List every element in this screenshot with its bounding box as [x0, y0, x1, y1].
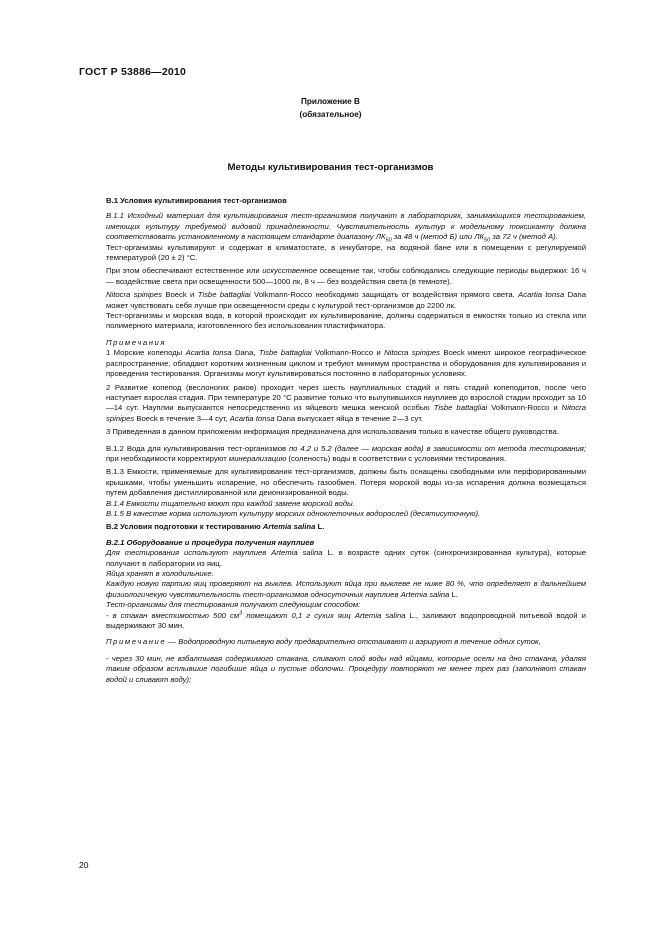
step-30-min: - через 30 мин, не взбалтывая содержимого стакана, сливают слой воды над яйцами, которые осели на дно стакана, удаляя таким образом всплывшие погибшие яйца и пустые оболочки. Процедуру повторяют не менее трех раз (заполняют стакан водой и сливают воду);	[106, 653, 586, 684]
para-nitocra: Nitocra spinipes Boeck и Tisbe battagliai Volkmann-Rocco необходимо защищать от воздействия прямого света. Acartia tonsa Dana может чувствовать себя лучше при освещенности среды с культурой тест-организмов до 2200 лк.	[106, 290, 586, 310]
page-number: 20	[79, 860, 89, 870]
para-nauplii: Для тестирования используют науплиев Artemia salina L. в возрасте одних суток (синхронизированная культура), которые получают в лаборатории из яиц.	[106, 548, 586, 568]
clause-b111: В.1.1 Исходный материал для культивирования тест-организмов получают в лабораториях, занимающихся тестированием, имеющих культуру требуемой видовой принадлежности. Чувствительность культур к модельному токсиканту должна соответствовать установленному в настоящем стандарте диапазону $ЛК_{50}$ за 48 ч (метод Б) или $ЛК_{50}$ за 72 ч (метод А).	[106, 211, 586, 244]
clause-b112: В.1.2 Вода для культивирования тест-организмов по 4.2 и 5.2 (далее — морская вода) в зависимости от метода тестирования; при необходимости корректируют минерализацию (соленость) воды в соответствии с условиями тестирования.	[106, 443, 586, 463]
clause-b114: В.1.4 Емкости тщательно моют при каждой замене морской воды.	[106, 498, 355, 508]
para-eggs-storage: Яйца хранят в холодильнике.	[106, 569, 214, 578]
para-batch-check: Каждую новую партию яиц проверяют на выклев. Используют яйца при выклеве не ниже 80 %, что определяет в дальнейшем физиологичекую чувствительность тест-организмов односуточных науплиев Artemia salina L.	[106, 579, 586, 599]
note-3: 3 Приведенная в данном приложении информация предназначена для использования только в качестве общего руководства.	[106, 427, 559, 437]
appendix-title: Методы культивирования тест-организмов	[227, 162, 434, 173]
appendix-label: Приложение В	[301, 97, 360, 106]
notes-heading: Примечания	[106, 337, 167, 347]
step-glass-500: - в стакан вместимостью 500 $см^3$ помещают 0,1 г сухих яиц Artemia salina L., заливают водопроводной питьевой водой и выдерживают 30 мин.	[106, 610, 586, 631]
clause-b115: В.1.5 В качестве корма используют культуру морских одноклеточных водорослей (десятисуточную).	[106, 508, 481, 518]
para-containers: Тест-организмы и морская вода, в которой происходит их культивирование, должны содержаться в емкостях только из стекла или полимерного материала, изготовленного без использования пластификатора.	[106, 311, 586, 331]
para-obtain-method: Тест-организмы для тестирования получают следующим способом:	[106, 600, 361, 610]
note-2: 2 Развитие копепод (веслоногих раков) проходит через шесть науплиальных стадий и пять стадий копеподитов, после чего наступает взрослая стадия. При температуре 20 °С развитие только что вылупившихся науплиев до взрослой стадии проходит за 10—14 сут. Науплии выпускаются непосредственно из яйцевого мешка женской особью Tisbe battagliai Volkmann-Rocco и Nitocra spinipes Boeck в течение 3—4 сут, Acartia tonsa Dana выпускает яйца в течение 2—3 сут.	[106, 382, 586, 423]
note-water: Примечание — Водопроводную питьевую воду предварительно отстаивают и аэрируют в течение одних суток,	[106, 637, 541, 647]
para-lighting: При этом обеспечивают естественное или искусственное освещение так, чтобы соблюдались следующие периоды выдержки: 16 ч — воздействие света при освещенности 500—1000 лк, 8 ч — без воздействия света (в темноте).	[106, 266, 586, 286]
para-climate: Тест-организмы культивируют и содержат в климатостате, в инкубаторе, на водяной бане или в помещении с регулируемой температурой (20 ± 2) °С.	[106, 242, 586, 263]
clause-b113: В.1.3 Емкости, применяемые для культивирования тест-организмов, должны быть оснащены свободными или перфорированными крышками, чтобы уменьшить испарение, но обеспечить газообмен. Потеря морской воды из-за испарения должна возмещаться путем добавления дистиллированной или деионизированной воды.	[106, 467, 586, 498]
section-b1-heading: В.1 Условия культивирования тест-организмов	[106, 196, 287, 205]
section-b2-heading: В.2 Условия подготовки к тестированию Artemia salina L.	[106, 522, 325, 532]
appendix-status: (обязательное)	[299, 110, 362, 119]
standard-code: ГОСТ Р 53886—2010	[79, 66, 187, 78]
clause-b21-heading: В.2.1 Оборудование и процедура получения науплиев	[106, 537, 315, 547]
document-body	[106, 196, 586, 685]
note-1: 1 Морские копеподы Acartia tonsa Dana, Tisbe battagliai Volkmann-Rocco и Nitocra spinipes Boeck имеют широкое географическое распространение, обладают коротким жизненным циклом и требуют минимум пространства и оборудования для культивирования и проведения тестирования. Организмы могут культивироваться постоянно в лабораторных условиях.	[106, 348, 587, 379]
